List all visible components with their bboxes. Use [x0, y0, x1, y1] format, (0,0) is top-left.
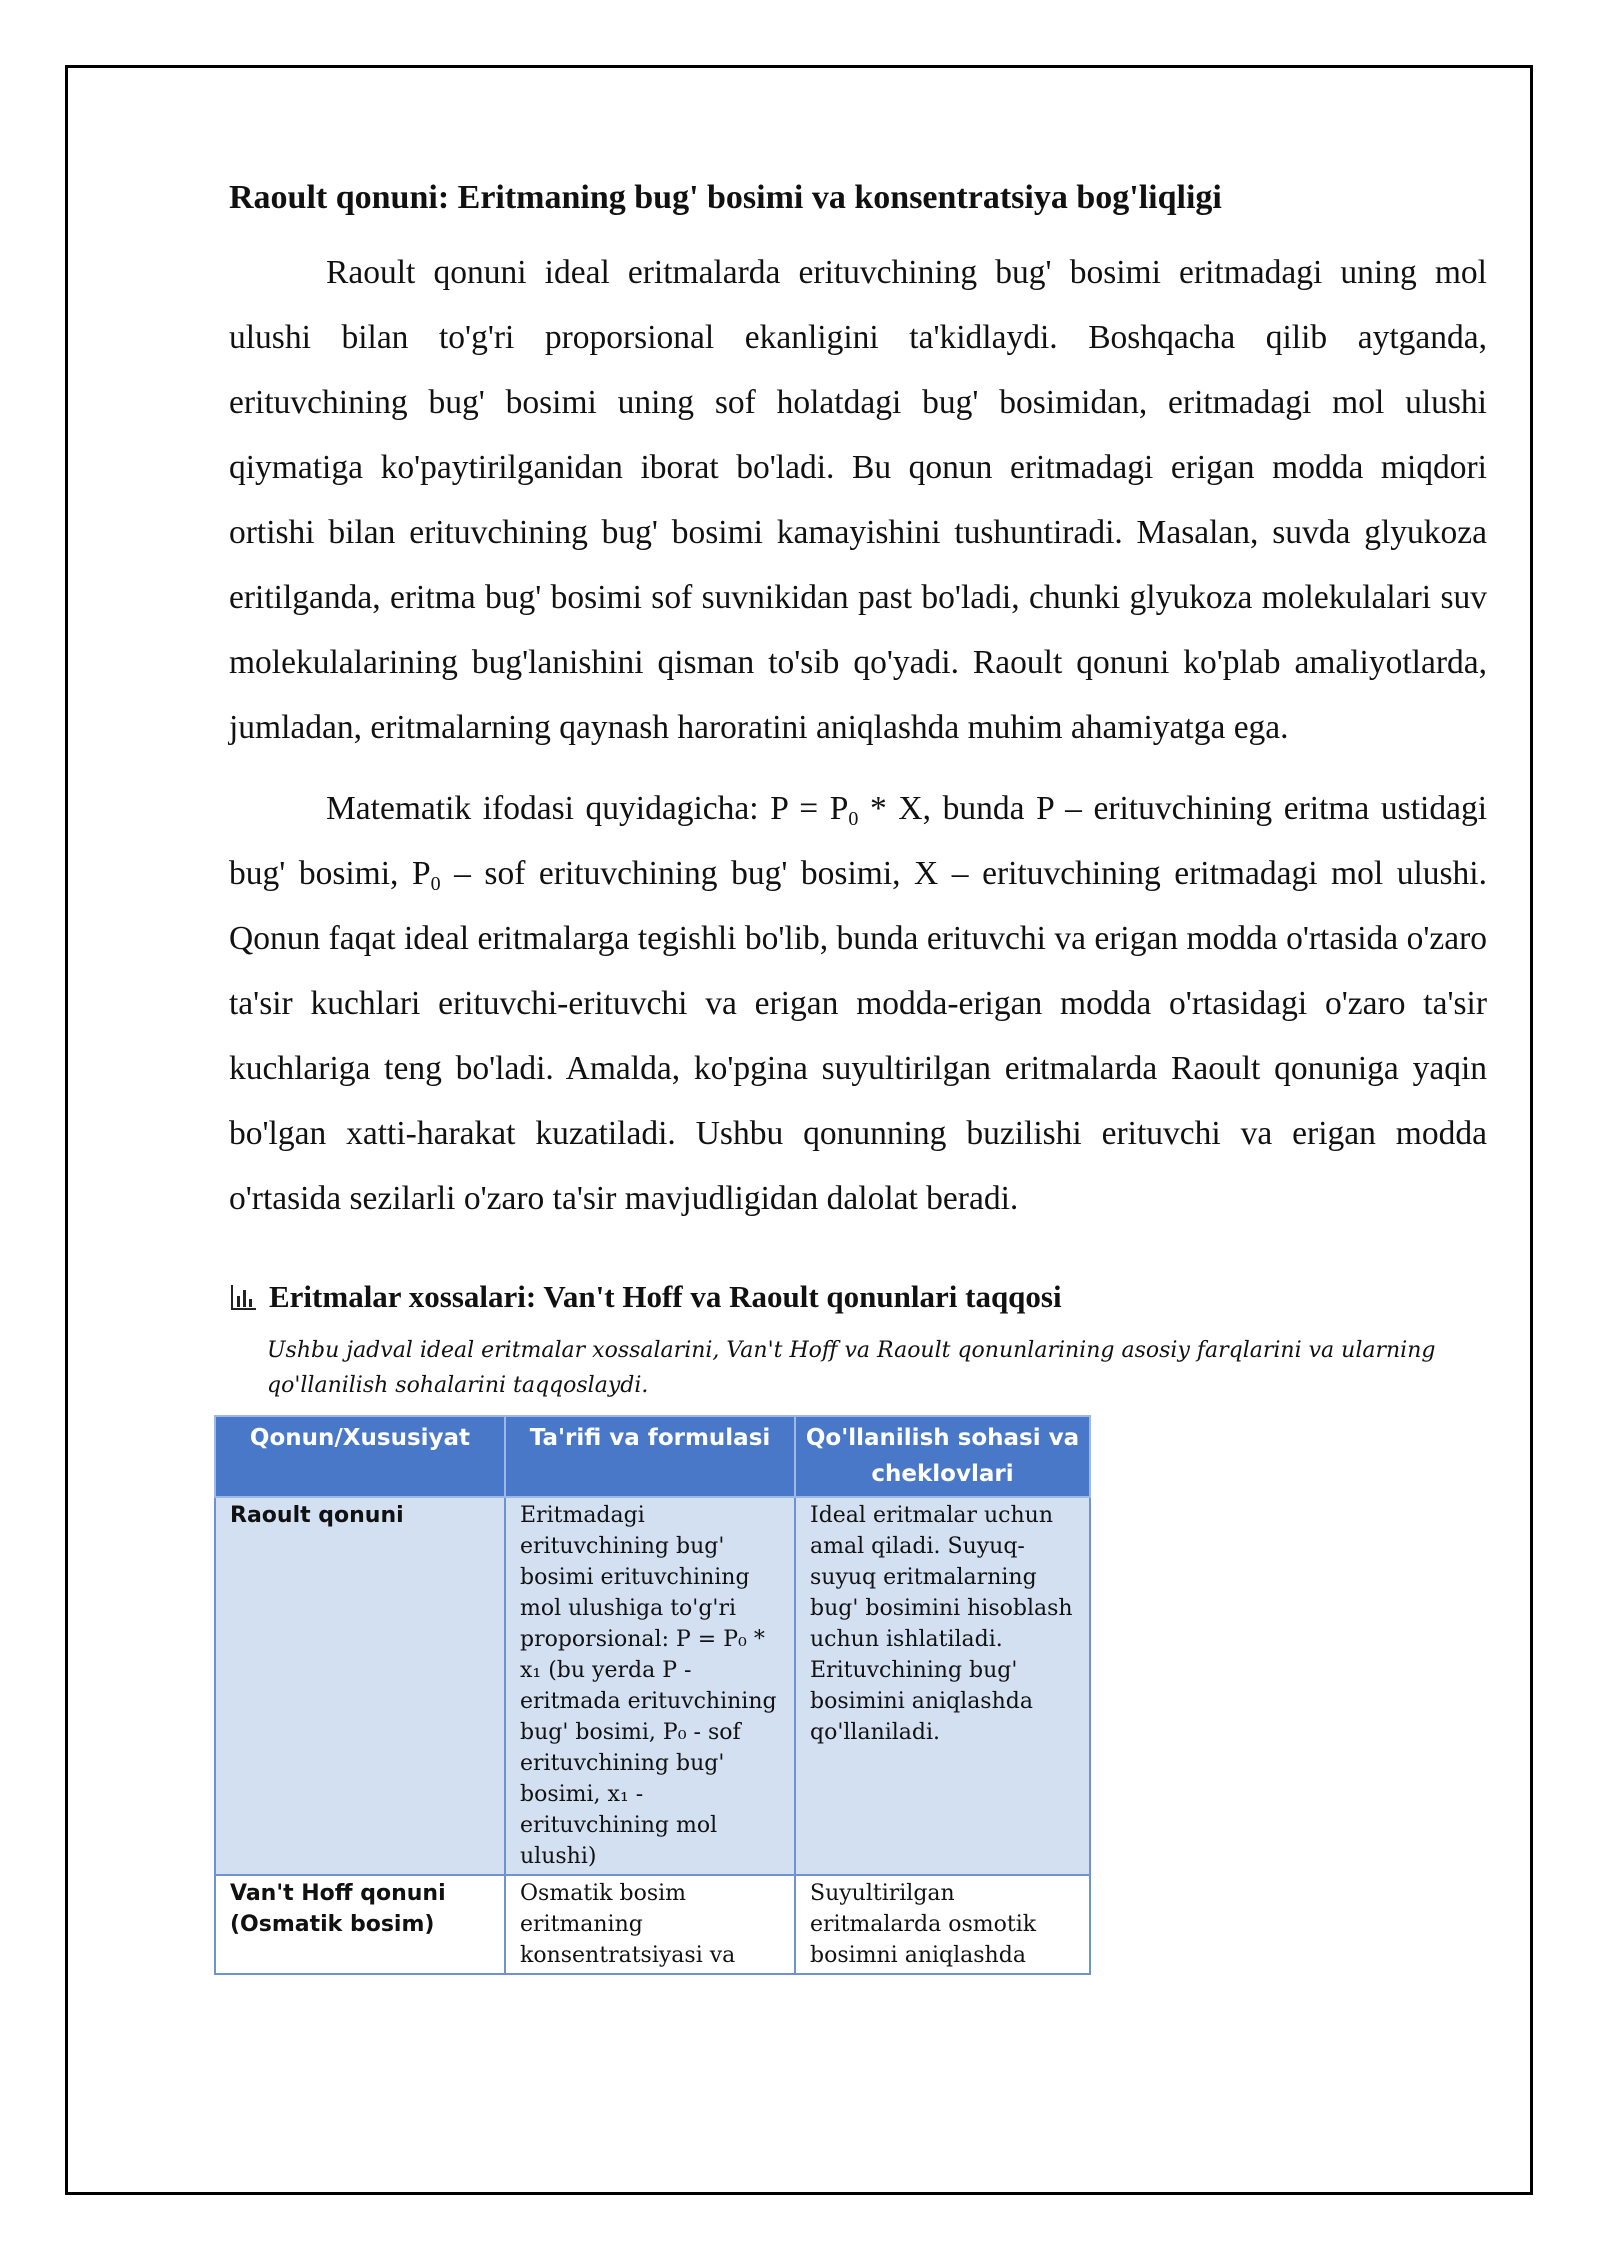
paragraph-1: Raoult qonuni ideal eritmalarda erituvchining bug' bosimi eritmadagi uning mol ulushi bilan to'g'ri proporsional ekanligini ta'kidlaydi. Boshqacha qilib aytganda, erituvchining bug' bosimi uning sof holatdagi bug' bosimidan, eritmadagi mol ulushi qiymatiga ko'paytirilganidan iborat bo'ladi. Bu qonun eritmadagi erigan modda miqdori ortishi bilan erituvchining bug' bosimi kamayishini tushuntiradi. Masalan, suvda glyukoza eritilganda, eritma bug' bosimi sof suvnikidan past bo'ladi, chunki glyukoza molekulalari suv molekulalarining bug'lanishini qisman to'sib qo'yadi. Raoult qonuni ko'plab amaliyotlarda, jumladan, eritmalarning qaynash haroratini aniqlashda muhim ahamiyatga ega.: [229, 254, 1487, 746]
paragraph-2-text-1: Matematik ifodasi quyidagicha: P = P: [326, 790, 849, 827]
document-body: [229, 170, 1487, 1975]
table-row: [215, 1497, 1090, 1875]
bar-chart-icon: [229, 1282, 259, 1312]
subscript-zero: 0: [430, 873, 441, 895]
table-cell: Ideal eritmalar uchun amal qiladi. Suyuq-suyuq eritmalarning bug' bosimini hisoblash uchun ishlatiladi. Erituvchining bug' bosimini aniqlashda qo'llaniladi.: [795, 1497, 1090, 1875]
table-cell: Raoult qonuni: [215, 1497, 505, 1875]
table-cell: Eritmadagi erituvchining bug' bosimi erituvchining mol ulushiga to'g'ri proporsional: P = P₀ * x₁ (bu yerda P - eritmada erituvchining bug' bosimi, P₀ - sof erituvchining bug' bosimi, x₁ - erituvchining mol ulushi): [505, 1497, 795, 1875]
section-title: Eritmalar xossalari: Van't Hoff va Raoult qonunlari taqqosi: [269, 1279, 1062, 1314]
table-cell: Van't Hoff qonuni (Osmatik bosim): [215, 1875, 505, 1974]
column-header: Ta'rifi va formulasi: [505, 1416, 795, 1497]
document-title: Raoult qonuni: Eritmaning bug' bosimi va konsentratsiya bog'liqligi: [229, 179, 1222, 216]
column-header: Qonun/Xususiyat: [215, 1416, 505, 1497]
paragraph-2-text-2: * X, bunda P – erituvchining eritma ustidagi bug' bosimi, P: [229, 790, 1488, 892]
table-caption: Ushbu jadval ideal eritmalar xossalarini, Van't Hoff va Raoult qonunlarining asosiy farqlarini va ularning qo'llanilish sohalarini taqqoslaydi.: [267, 1338, 1436, 1398]
paragraph-2: [229, 776, 1487, 1231]
table-cell: Suyultirilgan eritmalarda osmotik bosimni aniqlashda: [795, 1875, 1090, 1974]
section-heading: [229, 1275, 1487, 1319]
table-cell: Osmatik bosim eritmaning konsentratsiyasi va: [505, 1875, 795, 1974]
column-header: Qo'llanilish sohasi va cheklovlari: [795, 1416, 1090, 1497]
table-header-row: [215, 1416, 1090, 1497]
table-row: [215, 1875, 1090, 1974]
comparison-table: [214, 1415, 1091, 1975]
subscript-zero: 0: [848, 808, 859, 830]
paragraph-2-text-3: – sof erituvchining bug' bosimi, X – erituvchining eritmadagi mol ulushi. Qonun faqat ideal eritmalarga tegishli bo'lib, bunda erituvchi va erigan modda o'rtasida o'zaro ta'sir kuchlari erituvchi-erituvchi va erigan modda-erigan modda o'rtasidagi o'zaro ta'sir kuchlariga teng bo'ladi. Amalda, ko'pgina suyultirilgan eritmalarda Raoult qonuniga yaqin bo'lgan xatti-harakat kuzatiladi. Ushbu qonunning buzilishi erituvchi va erigan modda o'rtasida sezilarli o'zaro ta'sir mavjudligidan dalolat beradi.: [229, 855, 1487, 1217]
